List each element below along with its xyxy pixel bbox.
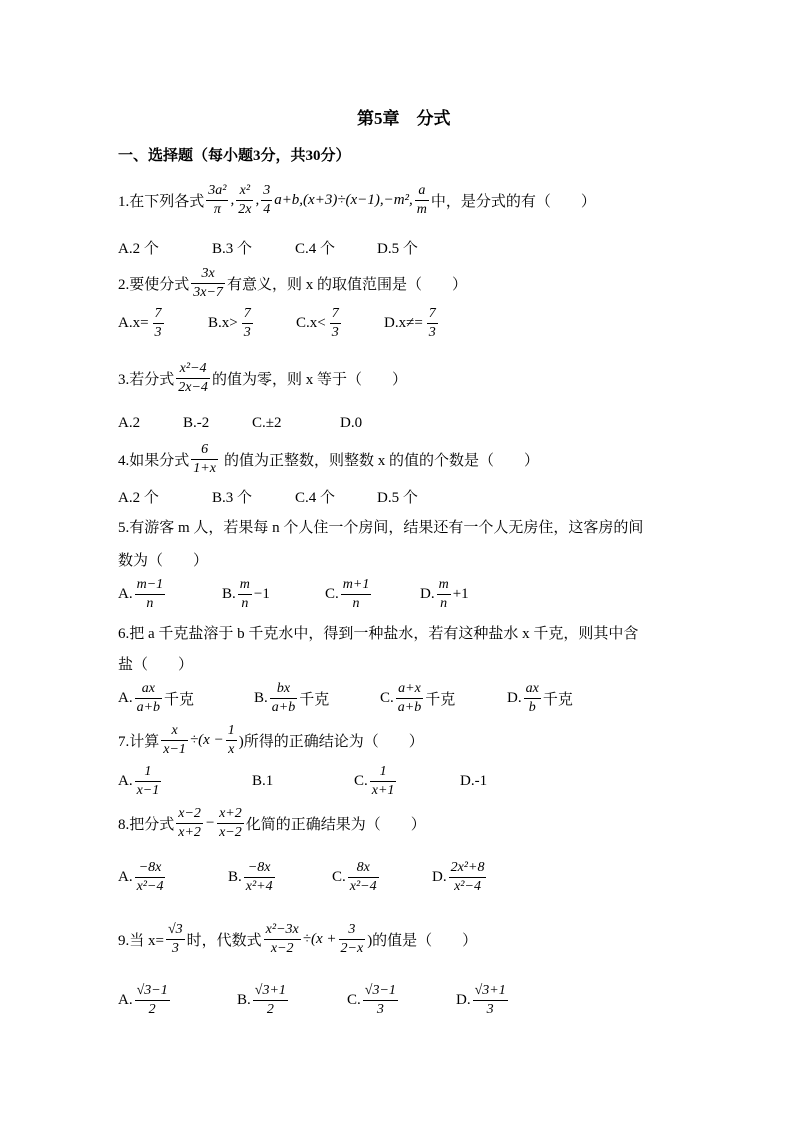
question-9-suffix: )的值是（ ） (367, 932, 478, 949)
numerator: 6 (191, 442, 218, 460)
fraction (270, 681, 297, 716)
fraction (264, 922, 301, 957)
question-7-prefix: 7.计算 (118, 733, 160, 750)
denominator: x−1 (136, 782, 160, 798)
question-2-prefix: 2.要使分式 (118, 276, 190, 293)
fraction (135, 860, 166, 895)
numerator: x² (236, 183, 253, 201)
option-label: C. (347, 991, 361, 1008)
option-b (208, 301, 255, 345)
option-tail: 千克 (542, 691, 573, 708)
fraction (191, 266, 225, 301)
numerator: 3 (261, 183, 272, 201)
option-d: D.5 个 (377, 489, 418, 506)
option-a (118, 676, 194, 720)
option-b: B.3 个 (212, 240, 253, 257)
option-a (118, 978, 172, 1022)
denominator: x−1 (163, 741, 186, 757)
option-b: B.-2 (183, 414, 210, 431)
numerator: 7 (427, 306, 438, 324)
minus-sign: − (204, 814, 216, 831)
fraction (226, 723, 237, 758)
denominator: b (528, 699, 536, 715)
option-tail: +1 (452, 585, 469, 602)
option-label: B.x> (208, 314, 238, 331)
denominator: 2x (238, 201, 252, 217)
option-label: D. (507, 689, 522, 706)
fraction (473, 983, 508, 1018)
question-3 (118, 356, 407, 400)
denominator: x−2 (270, 940, 294, 956)
numerator: 8x (348, 860, 379, 878)
denominator: x²+4 (245, 878, 273, 894)
denominator: 2 (266, 1001, 274, 1017)
option-label: D. (456, 991, 471, 1008)
option-label: A. (118, 991, 133, 1008)
option-b (254, 676, 329, 720)
numerator: 7 (330, 306, 341, 324)
question-2-options (0, 301, 794, 345)
numerator: √3−1 (135, 983, 170, 1001)
question-6-line-1: 6.把 a 千克盐溶于 b 千克水中，得到一种盐水，若有这种盐水 x 千克，则其中含 (118, 625, 639, 642)
option-label: C. (380, 689, 394, 706)
option-label: D.x≠= (384, 314, 423, 331)
option-c (332, 855, 381, 899)
numerator: ax (524, 681, 541, 699)
fraction (161, 723, 188, 758)
option-c (296, 301, 343, 345)
question-8-options (0, 855, 794, 899)
denominator: 1+x (193, 460, 216, 476)
option-b: B.3 个 (212, 489, 253, 506)
option-tail: 千克 (164, 691, 195, 708)
question-8 (118, 801, 426, 845)
denominator: 3 (486, 1001, 494, 1017)
fraction (153, 306, 164, 341)
question-6-options (0, 676, 794, 720)
option-d (384, 301, 440, 345)
question-9-options (0, 978, 794, 1022)
math-expression: ÷(x + (302, 930, 337, 947)
math-expression: a+b,(x+3)÷(x−1),−m², (274, 191, 413, 208)
option-d (432, 855, 488, 899)
numerator: 1 (135, 764, 162, 782)
option-label: C. (332, 868, 346, 885)
denominator: 2 (148, 1001, 156, 1017)
question-1-suffix: 中，是分式的有（ ） (430, 193, 596, 210)
denominator: n (241, 595, 249, 611)
option-label: D. (432, 868, 447, 885)
numerator: √3−1 (363, 983, 398, 1001)
fraction (191, 442, 218, 477)
option-d: D.0 (340, 414, 363, 431)
option-a (118, 759, 163, 803)
denominator: 3x−7 (193, 284, 223, 300)
numerator: x²−4 (176, 361, 210, 379)
question-1 (118, 178, 596, 222)
separator: , (255, 191, 260, 208)
fraction (437, 577, 451, 612)
option-c (354, 759, 398, 803)
numerator: m (437, 577, 451, 595)
denominator: a+b (271, 699, 296, 715)
option-label: C.x< (296, 314, 326, 331)
denominator: x+1 (371, 782, 395, 798)
question-7-options (0, 759, 794, 803)
numerator: 7 (153, 306, 164, 324)
question-7-suffix: )所得的正确结论为（ ） (238, 733, 424, 750)
question-6-line-2: 盐（ ） (118, 656, 194, 673)
fraction (135, 764, 162, 799)
fraction (166, 922, 185, 957)
numerator: 2x²+8 (449, 860, 487, 878)
question-8-suffix: 化简的正确结果为（ ） (245, 816, 426, 833)
question-8-prefix: 8.把分式 (118, 816, 175, 833)
option-a (118, 855, 167, 899)
question-5-line-2: 数为（ ） (118, 552, 209, 569)
fraction (135, 681, 162, 716)
fraction (348, 860, 379, 895)
fraction (363, 983, 398, 1018)
denominator: x (228, 741, 235, 757)
fraction (524, 681, 541, 716)
denominator: a+b (136, 699, 161, 715)
numerator: √3+1 (253, 983, 288, 1001)
fraction (238, 577, 252, 612)
denominator: n (146, 595, 154, 611)
fraction (135, 983, 170, 1018)
option-label: A. (118, 689, 133, 706)
option-label: B. (228, 868, 242, 885)
numerator: −8x (244, 860, 275, 878)
question-9 (118, 917, 477, 961)
denominator: π (213, 201, 221, 217)
option-c (380, 676, 455, 720)
numerator: ax (135, 681, 162, 699)
option-a: A.2 (118, 414, 141, 431)
option-label: C. (354, 772, 368, 789)
numerator: 3 (339, 922, 366, 940)
math-expression: ÷(x − (189, 731, 224, 748)
fraction (176, 806, 203, 841)
denominator: x−2 (219, 824, 242, 840)
option-tail: −1 (253, 585, 270, 602)
fraction (135, 577, 166, 612)
numerator: m+1 (341, 577, 372, 595)
option-label: B. (254, 689, 268, 706)
denominator: x²−4 (349, 878, 377, 894)
question-9-prefix: 9.当 x= (118, 932, 164, 949)
option-d: D.5 个 (377, 240, 418, 257)
option-c: C.±2 (252, 414, 282, 431)
question-4-suffix: 的值为正整数，则整数 x 的值的个数是（ ） (223, 452, 539, 469)
denominator: x²−4 (136, 878, 164, 894)
option-tail: 千克 (425, 691, 456, 708)
option-d (456, 978, 510, 1022)
fraction (217, 806, 244, 841)
denominator: 3 (376, 1001, 384, 1017)
question-7 (118, 718, 424, 762)
denominator: n (440, 595, 448, 611)
separator: , (230, 191, 235, 208)
option-b: B.1 (252, 772, 274, 789)
denominator: m (416, 201, 427, 217)
option-label: A. (118, 772, 133, 789)
question-3-prefix: 3.若分式 (118, 371, 175, 388)
fraction (253, 983, 288, 1018)
option-a (118, 301, 166, 345)
numerator: −8x (135, 860, 166, 878)
numerator: x²−3x (264, 922, 301, 940)
numerator: x−2 (176, 806, 203, 824)
option-c (347, 978, 400, 1022)
denominator: 2x−4 (178, 379, 208, 395)
option-label: D. (420, 585, 435, 602)
fraction (242, 306, 253, 341)
denominator: x²−4 (454, 878, 481, 894)
fraction (176, 361, 210, 396)
numerator: x+2 (217, 806, 244, 824)
fraction (415, 183, 429, 218)
option-label: B. (222, 585, 236, 602)
option-d: D.-1 (460, 772, 488, 789)
denominator: 2−x (340, 940, 364, 956)
denominator: 3 (243, 324, 251, 340)
fraction (206, 183, 228, 218)
denominator: x+2 (178, 824, 201, 840)
question-5-line-1: 5.有游客 m 人，若果每 n 个人住一个房间，结果还有一个人无房住，这客房的间 (118, 519, 644, 536)
numerator: a+x (396, 681, 423, 699)
denominator: 3 (171, 940, 179, 956)
numerator: √3+1 (473, 983, 508, 1001)
option-label: A.x= (118, 314, 149, 331)
question-3-suffix: 的值为零，则 x 等于（ ） (211, 371, 407, 388)
option-label: B. (237, 991, 251, 1008)
option-d (507, 676, 573, 720)
fraction (341, 577, 372, 612)
denominator: a+b (397, 699, 422, 715)
fraction (244, 860, 275, 895)
option-label: A. (118, 868, 133, 885)
fraction (370, 764, 397, 799)
option-b (237, 978, 290, 1022)
numerator: √3 (166, 922, 185, 940)
question-2-suffix: 有意义，则 x 的取值范围是（ ） (226, 276, 467, 293)
denominator: n (352, 595, 360, 611)
option-b (228, 855, 277, 899)
numerator: 1 (226, 723, 237, 741)
fraction (427, 306, 438, 341)
question-9-text: 时，代数式 (186, 932, 262, 949)
fraction (339, 922, 366, 957)
denominator: 4 (263, 201, 271, 217)
numerator: x (161, 723, 188, 741)
option-label: A. (118, 585, 133, 602)
chapter-title: 第5章 分式 (357, 109, 451, 128)
numerator: 3x (191, 266, 225, 284)
option-label: C. (325, 585, 339, 602)
option-tail: 千克 (299, 691, 330, 708)
numerator: m−1 (135, 577, 166, 595)
fraction (396, 681, 423, 716)
numerator: m (238, 577, 252, 595)
option-c: C.4 个 (295, 489, 336, 506)
numerator: bx (270, 681, 297, 699)
numerator: 1 (370, 764, 397, 782)
denominator: 3 (331, 324, 339, 340)
fraction (330, 306, 341, 341)
question-1-prefix: 1.在下列各式 (118, 193, 205, 210)
denominator: 3 (428, 324, 436, 340)
fraction (449, 860, 487, 895)
option-a: A.2 个 (118, 489, 159, 506)
numerator: a (415, 183, 429, 201)
option-a: A.2 个 (118, 240, 159, 257)
numerator: 3a² (206, 183, 228, 201)
question-4-prefix: 4.如果分式 (118, 452, 190, 469)
denominator: 3 (154, 324, 162, 340)
fraction (236, 183, 253, 218)
question-2 (118, 261, 467, 305)
section-heading: 一、选择题（每小题3分，共30分） (118, 148, 351, 164)
option-c: C.4 个 (295, 240, 336, 257)
fraction (261, 183, 272, 218)
numerator: 7 (242, 306, 253, 324)
